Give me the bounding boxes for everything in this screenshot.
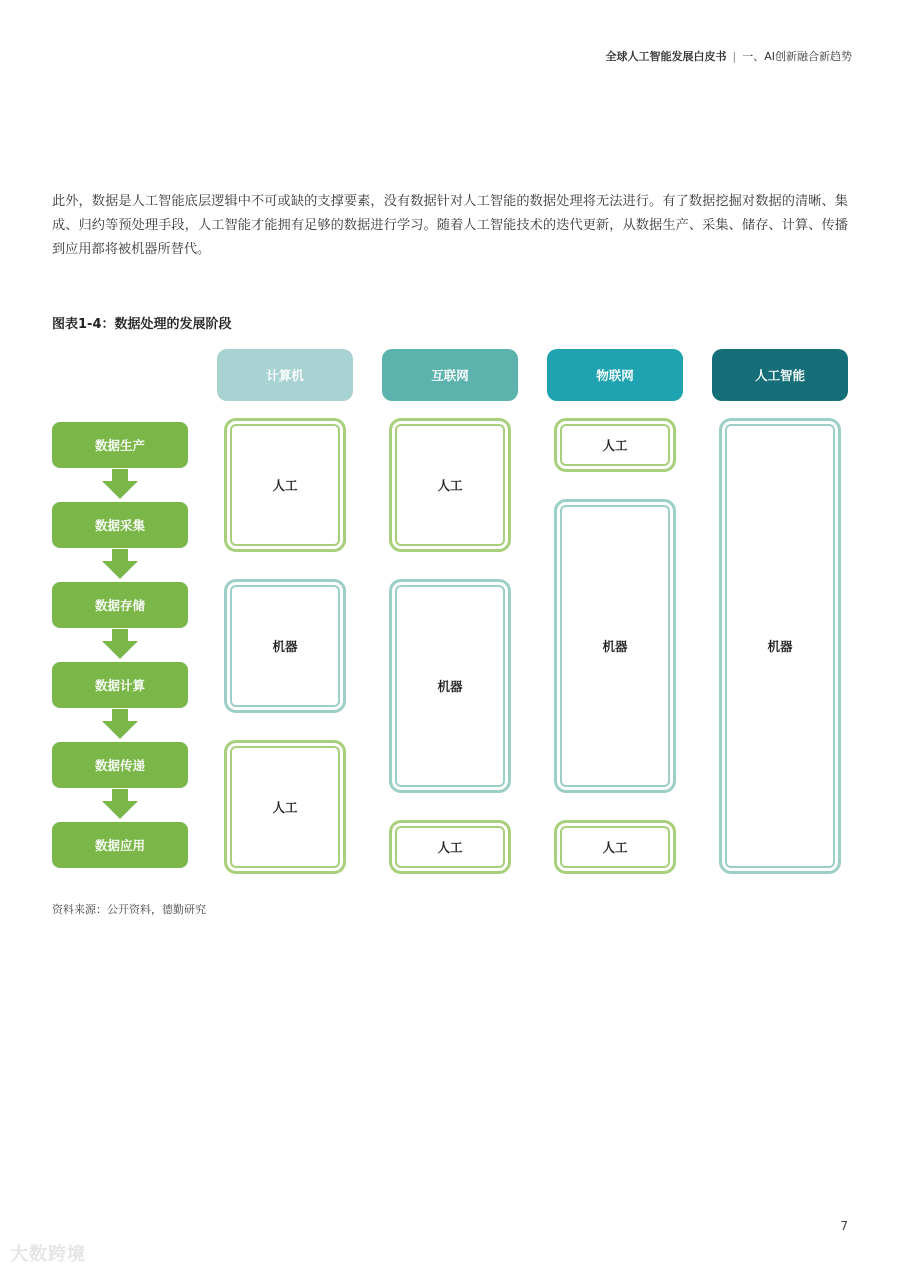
body-paragraph: 此外，数据是人工智能底层逻辑中不可或缺的支撑要素，没有数据针对人工智能的数据处理将无法进行。有了数据挖掘对数据的清晰、集成、归约等预处理手段，人工智能才能拥有足够的数据进行学习。随着人工智能技术的迭代更新，从数据生产、采集、储存、计算、传播到应用都将被机器所替代。 [52,194,848,257]
iot-machine-box: 机器 [554,499,676,793]
column-header-iot: 物联网 [547,349,683,401]
internet-human-box: 人工 [389,418,511,552]
header-separator: | [732,50,737,63]
source-note: 资料来源：公开资料，德勤研究 [52,903,206,916]
computer-machine-box: 机器 [224,579,346,713]
step-data-production: 数据生产 [52,422,188,468]
step-data-computation: 数据计算 [52,662,188,708]
figure-title: 图表1-4：数据处理的发展阶段 [52,317,232,332]
down-arrow-icon [100,789,140,819]
down-arrow-icon [100,469,140,499]
step-data-transfer: 数据传递 [52,742,188,788]
ai-machine-box: 机器 [719,418,841,874]
down-arrow-icon [100,629,140,659]
column-header-ai: 人工智能 [712,349,848,401]
column-header-internet: 互联网 [382,349,518,401]
step-data-application: 数据应用 [52,822,188,868]
computer-human-box: 人工 [224,418,346,552]
doc-title: 全球人工智能发展白皮书 [605,50,727,63]
iot-human-box: 人工 [554,418,676,472]
step-data-storage: 数据存储 [52,582,188,628]
down-arrow-icon [100,709,140,739]
page-number: 7 [840,1219,848,1233]
iot-human-box: 人工 [554,820,676,874]
step-data-collection: 数据采集 [52,502,188,548]
column-header-computer: 计算机 [217,349,353,401]
section-title: 一、AI创新融合新趋势 [742,50,852,63]
watermark-logo: 大数跨境 [10,1244,86,1265]
page-header [606,48,853,64]
computer-human-box: 人工 [224,740,346,874]
down-arrow-icon [100,549,140,579]
internet-machine-box: 机器 [389,579,511,793]
internet-human-box: 人工 [389,820,511,874]
